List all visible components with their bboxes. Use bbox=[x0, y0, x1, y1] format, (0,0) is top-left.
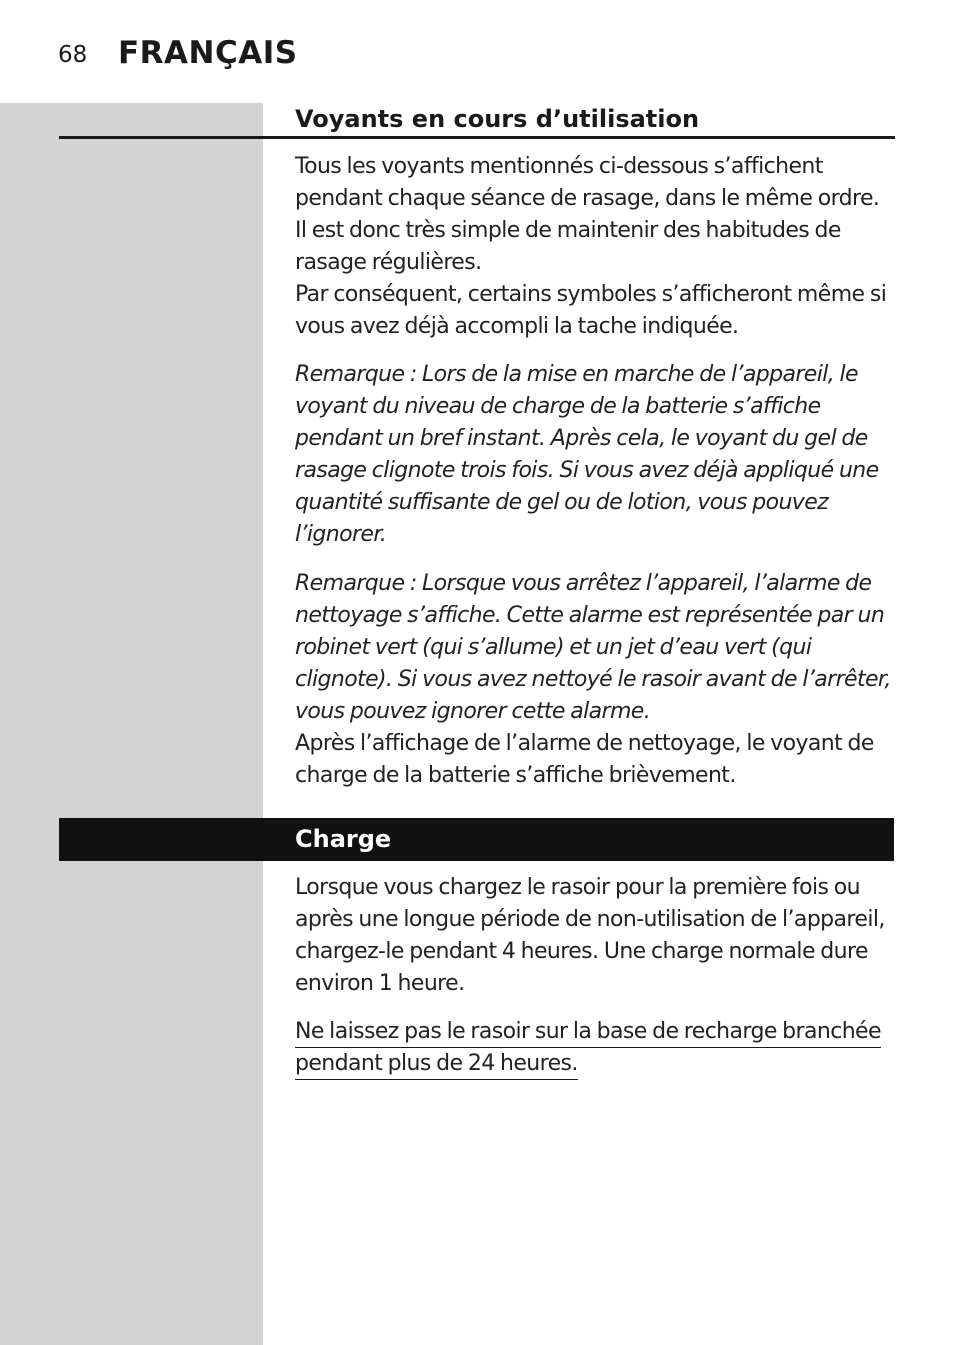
section-heading-voyants: Voyants en cours d’utilisation bbox=[295, 105, 700, 133]
charge-text: Lorsque vous chargez le rasoir pour la première fois ou après une longue période de non-utilisation de l’appareil, chargez-le pendant 4 heures. Une charge normale dure environ 1 heure. bbox=[295, 875, 885, 996]
intro-text: Tous les voyants mentionnés ci-dessous s’affichent pendant chaque séance de rasage, dans le même ordre. Il est donc très simple de maintenir des habitudes de rasage régulières. bbox=[295, 154, 880, 275]
note-startup-text: Remarque : Lors de la mise en marche de l’appareil, le voyant du niveau de charge de la batterie s’affiche pendant un bref instant. Après cela, le voyant du gel de rasage clignote trois fois. Si vous avez déjà appliqué une quantité suffisante de gel ou de lotion, vous pouvez l’ignorer. bbox=[295, 362, 879, 547]
section-bar-charge bbox=[59, 818, 894, 861]
note-shutdown bbox=[295, 568, 895, 792]
charge-warning bbox=[295, 1016, 895, 1080]
charge-paragraph bbox=[295, 872, 895, 1000]
left-margin-panel bbox=[0, 103, 263, 1345]
note-shutdown-text: Remarque : Lorsque vous arrêtez l’appareil, l’alarme de nettoyage s’affiche. Cette alarme est représentée par un robinet vert (qui s’allume) et un jet d’eau vert (qui clignote). Si vous avez nettoyé le rasoir avant de l’arrêter, vous pouvez ignorer cette alarme. bbox=[295, 571, 891, 724]
intro-text-consequence: Par conséquent, certains symboles s’afficheront même si vous avez déjà accompli la tache indiquée. bbox=[295, 282, 887, 339]
battery-indicator-text: Après l’affichage de l’alarme de nettoyage, le voyant de charge de la batterie s’affiche brièvement. bbox=[295, 731, 874, 788]
intro-paragraph bbox=[295, 151, 895, 343]
page-number: 68 bbox=[58, 42, 88, 68]
page-language-title: FRANÇAIS bbox=[118, 35, 298, 71]
note-startup bbox=[295, 359, 895, 551]
section-heading-charge: Charge bbox=[295, 825, 392, 853]
section-divider bbox=[59, 136, 895, 139]
charge-warning-text: Ne laissez pas le rasoir sur la base de recharge branchée pendant plus de 24 heures. bbox=[295, 1019, 881, 1080]
